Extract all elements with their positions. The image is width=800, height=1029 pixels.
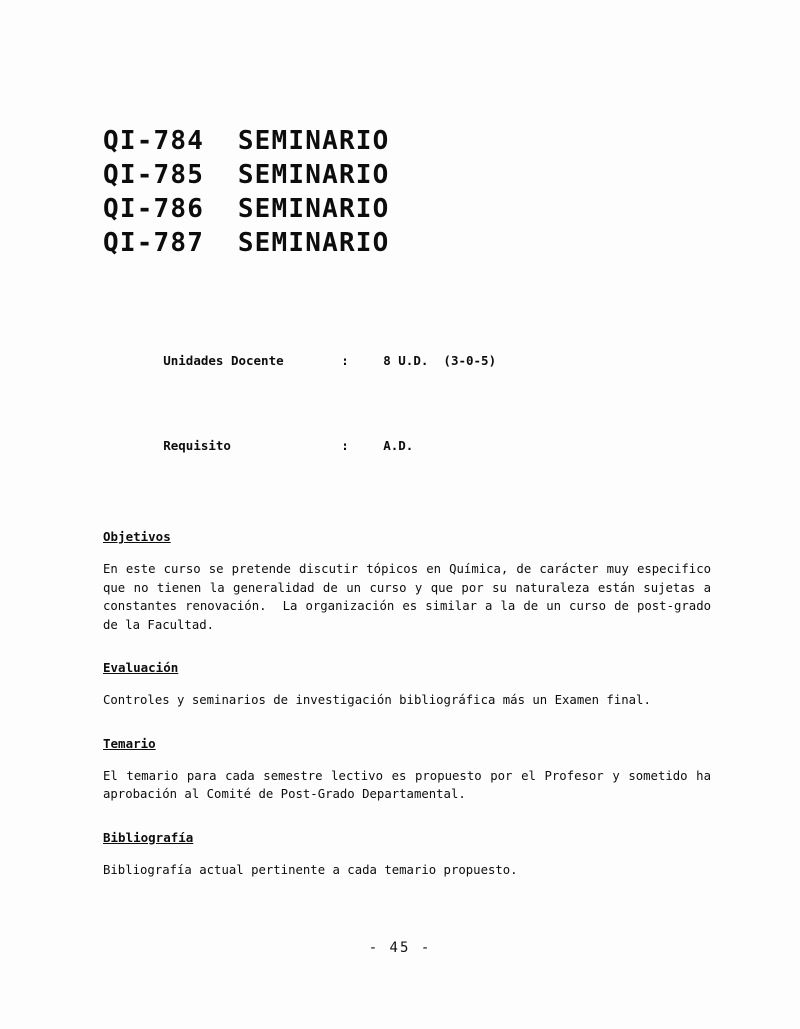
course-code-heading-group [103,125,713,259]
section-heading: Bibliografía [103,829,194,845]
course-code-heading: QI-786 SEMINARIO [103,194,390,224]
section-heading: Evaluación [103,660,179,675]
info-value: 8 U.D. (3-0-5) [383,353,497,368]
course-info-block [103,301,713,505]
info-row [103,420,713,471]
info-colon: : [341,353,349,368]
section-paragraph: En este curso se pretende discutir tópicos en Química, de carácter muy especifico que no tienen la generalidad de un curso y que por su naturaleza están sujetas a constantes renovación. La organización es similar a la de un curso de post-grado de la Facultad. [103,562,719,632]
info-value: A.D. [383,438,414,453]
info-label: Unidades Docente [163,353,284,368]
info-label: Requisito [163,438,231,453]
section-evaluacion [103,638,713,710]
info-colon: : [341,438,349,453]
section-heading: Objetivos [103,529,171,544]
section-objetivos [103,505,719,634]
course-code-heading: QI-785 SEMINARIO [103,160,390,190]
section-paragraph: Controles y seminarios de investigación bibliográfica más un Examen final. [103,693,651,707]
section-temario [103,714,719,804]
info-row [103,335,713,386]
page-number: - 45 - [368,940,432,956]
page-content [103,125,719,883]
section-paragraph: Bibliografía actual pertinente a cada temario propuesto. [103,862,518,877]
section-bibliografia [103,808,713,880]
course-code-heading: QI-784 SEMINARIO [103,126,390,156]
section-paragraph: El temario para cada semestre lectivo es propuesto por el Profesor y sometido ha aprobación al Comité de Post-Grado Departamental. [103,768,719,801]
course-code-heading: QI-787 SEMINARIO [103,228,390,258]
section-heading: Temario [103,735,156,751]
